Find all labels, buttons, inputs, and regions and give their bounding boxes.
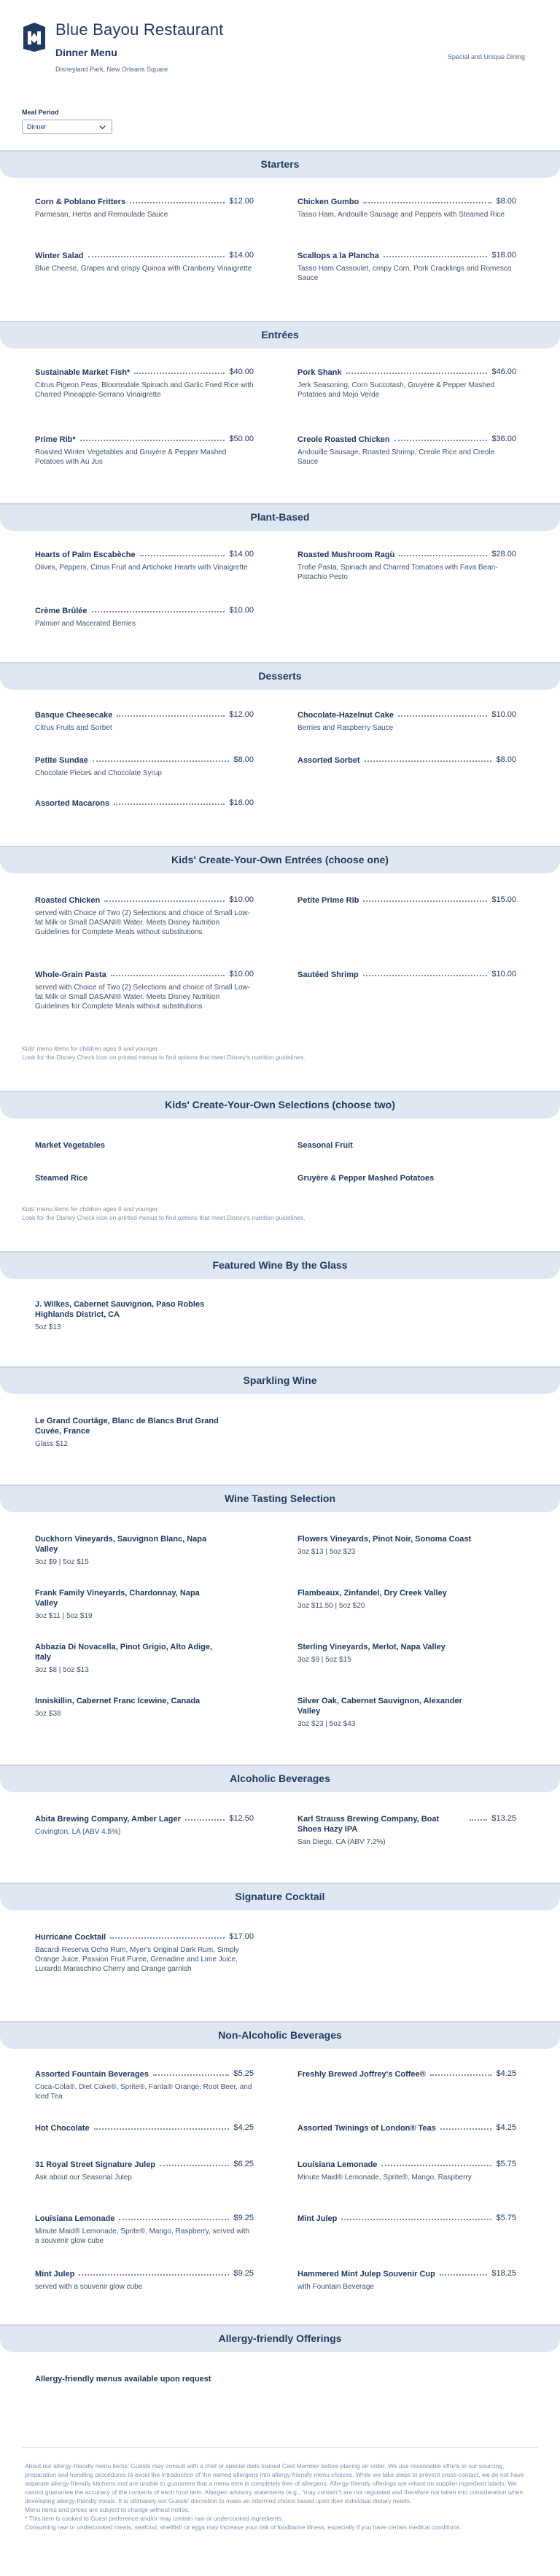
item-description: Tasso Ham, Andouille Sausage and Peppers with Steamed Rice: [298, 211, 505, 219]
item-description: Minute Maid® Lemonade, Sprite®, Mango, Raspberry, served with a souvenir glow cube: [35, 2227, 250, 2245]
item-price: $40.00: [229, 367, 254, 376]
section-title: Allergy-friendly Offerings: [0, 2324, 560, 2352]
menu-item: [35, 710, 254, 733]
dot-leader: [80, 435, 225, 441]
section-signature-cocktail: [0, 1883, 560, 1910]
dot-leader: [394, 435, 488, 441]
item-name: Chicken Gumbo: [298, 198, 359, 206]
menu-item: [298, 1588, 487, 1611]
section-title: Starters: [0, 150, 560, 178]
menu-item: [35, 1534, 225, 1567]
menu-item: [35, 550, 254, 572]
item-name: Crème Brûlée: [35, 607, 88, 615]
item-price: $46.00: [491, 367, 516, 376]
item-name: Chocolate-Hazelnut Cake: [298, 711, 394, 720]
kids-age-note: Kids' menu items for children ages 9 and younger.: [22, 1205, 160, 1213]
item-description: 3oz $11 | 5oz $19: [35, 1612, 93, 1620]
dot-leader: [153, 2069, 230, 2076]
item-name: Petite Prime Rib: [298, 896, 359, 905]
item-name: Whole-Grain Pasta: [35, 970, 106, 979]
kids-note: [22, 1205, 306, 1222]
section-sparkling-wine: [0, 1366, 560, 1394]
dot-leader: [440, 2269, 487, 2276]
restaurant-logo-icon: [22, 23, 47, 52]
kids-note: [22, 1044, 306, 1062]
item-name: Roasted Mushroom Ragù: [298, 550, 395, 559]
item-name: Abita Brewing Company, Amber Lager: [35, 1815, 181, 1824]
item-price: $5.75: [496, 2214, 516, 2222]
item-name: Hurricane Cocktail: [35, 1933, 106, 1942]
price-disclaimer: Menu items and prices are subject to change without notice.: [25, 2506, 190, 2513]
menu-item: [35, 755, 254, 778]
menu-item: [298, 2123, 516, 2133]
section-title: Alcoholic Beverages: [0, 1764, 560, 1792]
dot-leader: [363, 895, 487, 902]
item-price: $14.00: [229, 550, 254, 559]
item-description: 3oz $11.50 | 5oz $20: [298, 1602, 365, 1610]
item-description: with Fountain Beverage: [298, 2283, 375, 2291]
item-name: Mint Julep: [35, 2270, 75, 2279]
dot-leader: [88, 251, 225, 257]
menu-item: [298, 251, 516, 283]
menu-item: [298, 970, 516, 980]
menu-item: [35, 606, 254, 629]
item-name: Petite Sundae: [35, 756, 88, 765]
dot-leader: [365, 755, 492, 762]
menu-item: [298, 710, 516, 733]
item-name: Louisiana Lemonade: [298, 2160, 378, 2169]
item-name: Hot Chocolate: [35, 2124, 90, 2133]
item-price: $15.00: [491, 895, 516, 904]
menu-item: [298, 1814, 516, 1847]
section-title: Wine Tasting Selection: [0, 1484, 560, 1512]
item-name: Assorted Sorbet: [298, 756, 360, 765]
dot-leader: [110, 1932, 225, 1939]
item-name: Hammered Mint Julep Souvenir Cup: [298, 2270, 435, 2279]
dot-leader: [398, 710, 487, 717]
item-name: Mint Julep: [298, 2214, 338, 2223]
dot-leader: [341, 2214, 491, 2220]
item-description: Berries and Raspberry Sauce: [298, 724, 394, 732]
dot-leader: [440, 2123, 492, 2130]
section-kids-selections: [0, 1091, 560, 1118]
item-name: Sterling Vineyards, Merlot, Napa Valley: [298, 1643, 446, 1651]
item-description: Citrus Pigeon Peas, Bloomsdale Spinach and Garlic Fried Rice with Charred Pineapple-Serrano Vinaigrette: [35, 381, 254, 399]
dot-leader: [363, 970, 488, 976]
item-name: Inniskillin, Cabernet Franc Icewine, Canada: [35, 1697, 201, 1705]
dot-leader: [134, 367, 225, 374]
item-price: $10.00: [491, 970, 516, 978]
item-name: Prime Rib*: [35, 435, 76, 444]
menu-item: [35, 1814, 254, 1837]
menu-item: [35, 197, 254, 219]
section-title: Desserts: [0, 662, 560, 690]
item-description: 5oz $13: [35, 1323, 61, 1331]
item-description: Parmesan, Herbs and Remoulade Sauce: [35, 211, 168, 219]
dot-leader: [384, 251, 487, 257]
menu-item: [35, 1173, 254, 1183]
item-price: $28.00: [491, 550, 516, 559]
item-description: Covington, LA (ABV 4.5%): [35, 1828, 121, 1836]
item-description: Trofie Pasta, Spinach and Charred Tomatoes with Fava Bean-Pistachio Pesto: [298, 564, 498, 581]
menu-item: [298, 2160, 516, 2182]
dot-leader: [381, 2160, 491, 2166]
section-wine-tasting: [0, 1484, 560, 1512]
menu-item: [35, 1140, 254, 1151]
menu-item: [298, 367, 516, 400]
meal-period-select[interactable]: [22, 120, 112, 134]
menu-item: [298, 435, 516, 467]
dot-leader: [93, 755, 230, 762]
menu-item: [35, 367, 254, 400]
item-name: Roasted Chicken: [35, 896, 101, 905]
item-price: $50.00: [229, 435, 254, 443]
menu-item: [35, 1932, 254, 1974]
restaurant-name: Blue Bayou Restaurant: [55, 20, 224, 39]
section-non-alcoholic: [0, 2021, 560, 2049]
dot-leader: [185, 1814, 225, 1821]
dot-leader: [114, 798, 225, 805]
item-price: $13.25: [491, 1814, 516, 1823]
item-description: Jerk Seasoning, Corn Succotash, Gruyère & Pepper Mashed Potatoes and Mojo Verde: [298, 381, 495, 399]
menu-item: [298, 1140, 516, 1151]
item-price: $4.25: [233, 2123, 254, 2132]
section-title: Kids' Create-Your-Own Entrées (choose one): [0, 846, 560, 873]
item-name: Le Grand Courtâge, Blanc de Blancs Brut Grand Cuvée, France: [35, 1417, 219, 1436]
section-kids-entrees: [0, 846, 560, 873]
item-price: $10.00: [491, 710, 516, 719]
item-price: $16.00: [229, 798, 254, 807]
dot-leader: [160, 2160, 229, 2166]
menu-item: [298, 2069, 516, 2079]
page-header: [0, 0, 560, 84]
item-name: Gruyère & Pepper Mashed Potatoes: [298, 1174, 435, 1183]
dot-leader: [363, 197, 491, 203]
section-entrees: [0, 321, 560, 349]
item-name: Assorted Twinings of London® Teas: [298, 2124, 436, 2133]
menu-item: [35, 1696, 225, 1719]
item-price: $4.25: [496, 2069, 516, 2078]
meal-period-label: Meal Period: [22, 109, 59, 116]
item-name: Sautéed Shrimp: [298, 970, 359, 979]
menu-item: [35, 2374, 225, 2384]
item-name: Creole Roasted Chicken: [298, 435, 390, 444]
tagline: Special and Unique Dining: [447, 53, 525, 61]
item-name: Abbazia Di Novacella, Pinot Grigio, Alto Adige, Italy: [35, 1643, 213, 1662]
dot-leader: [119, 2214, 229, 2220]
item-description: served with a souvenir glow cube: [35, 2283, 143, 2291]
menu-item: [35, 2160, 254, 2182]
menu-item: [298, 2214, 516, 2224]
section-desserts: [0, 662, 560, 690]
menu-item: [35, 1642, 225, 1675]
disney-check-note: Look for the Disney Check icon on printed menus to find options that meet Disney's nutrition guidelines.: [22, 1054, 306, 1061]
menu-item: [298, 550, 516, 582]
item-name: Assorted Macarons: [35, 799, 110, 808]
menu-item: [35, 2069, 254, 2101]
section-alcoholic-beverages: [0, 1764, 560, 1792]
item-description: 3oz $13 | 5oz $23: [298, 1548, 356, 1556]
item-price: $10.00: [229, 895, 254, 904]
dot-leader: [79, 2269, 229, 2276]
dot-leader: [430, 2069, 492, 2076]
item-description: Citrus Fruits and Sorbet: [35, 724, 112, 732]
item-price: $12.00: [229, 197, 254, 206]
item-price: $5.75: [496, 2160, 516, 2168]
menu-item: [35, 970, 254, 1011]
menu-item: [298, 197, 516, 219]
item-price: $4.25: [496, 2123, 516, 2132]
item-name: Sustainable Market Fish*: [35, 368, 131, 377]
item-price: $36.00: [491, 435, 516, 443]
item-description: 3oz $38: [35, 1710, 61, 1718]
item-name: Basque Cheesecake: [35, 711, 113, 720]
undercooked-note: * This item is cooked to Guest preference and/or may contain raw or undercooked ingredients.: [25, 2515, 284, 2522]
item-name: Frank Family Vineyards, Chardonnay, Napa Valley: [35, 1589, 200, 1608]
item-description: San Diego, CA (ABV 7.2%): [298, 1838, 386, 1846]
menu-item: [298, 755, 516, 766]
dot-leader: [346, 367, 488, 374]
menu-item: [298, 1173, 516, 1183]
section-title: Entrées: [0, 321, 560, 349]
menu-item: [35, 798, 254, 809]
footer-disclaimer: [25, 2462, 535, 2532]
section-title: Sparkling Wine: [0, 1366, 560, 1394]
menu-item: [298, 1642, 487, 1665]
item-description: Tasso Ham Cassoulet, crispy Corn, Pork Cracklings and Romesco Sauce: [298, 265, 512, 282]
item-name: Corn & Poblano Fritters: [35, 198, 126, 206]
item-name: Flowers Vineyards, Pinot Noir, Sonoma Coast: [298, 1535, 472, 1544]
menu-item: [298, 2269, 516, 2292]
section-plant-based: [0, 503, 560, 531]
kids-age-note: Kids' menu items for children ages 9 and younger.: [22, 1045, 160, 1052]
menu-item: [35, 435, 254, 467]
footer-divider: [22, 2447, 538, 2448]
menu-item: [35, 2123, 254, 2133]
dot-leader: [130, 197, 225, 203]
item-description: served with Choice of Two (2) Selections and choice of Small Low-fat Milk or Small DASANI® Water. Meets Disney Nutrition Guidelines for Complete Meals without substitutions: [35, 909, 250, 936]
dot-leader: [104, 895, 225, 902]
section-allergy-friendly: [0, 2324, 560, 2352]
menu-item: [35, 1588, 225, 1621]
item-name: Karl Strauss Brewing Company, Boat Shoes Hazy IPA: [298, 1815, 440, 1834]
item-description: served with Choice of Two (2) Selections and choice of Small Low-fat Milk or Small DASANI® Water. Meets Disney Nutrition Guidelines for Complete Meals without substitutions: [35, 984, 250, 1011]
menu-item: [298, 895, 516, 906]
dot-leader: [399, 550, 487, 556]
foodborne-warning: Consuming raw or undercooked meats, seafood, shellfish or eggs may increase your risk of foodborne illness, especially if you have certain medical conditions.: [25, 2524, 462, 2531]
item-price: $14.00: [229, 251, 254, 260]
disney-check-note: Look for the Disney Check icon on printed menus to find options that meet Disney's nutrition guidelines.: [22, 1214, 306, 1221]
item-description: Olives, Peppers, Citrus Fruit and Artichoke Hearts with Vinaigrette: [35, 564, 248, 572]
item-description: Glass $12: [35, 1440, 69, 1448]
section-title: Plant-Based: [0, 503, 560, 531]
item-name: Winter Salad: [35, 252, 84, 260]
item-description: Roasted Winter Vegetables and Gruyère & Pepper Mashed Potatoes with Au Jus: [35, 448, 227, 466]
item-name: Flambeaux, Zinfandel, Dry Creek Valley: [298, 1589, 447, 1598]
allergy-disclaimer: About our allergy-friendly menu items: Guests may consult with a chef or special diets trained Cast Member before placing an order. We use reasonable efforts in our sourcing, preparation and handling procedures to avoid the introduction of the named allergens into allergy-friendly menu choices. While we take steps to prevent cross-contact, we do not have separate allergy-friendly kitchens and are unable to guarantee that a menu item is completely free of allergens. Allergy-friendly offerings are reliant on supplier ingredient labels. We cannot guarantee the accuracy of the contents of each food item. Allergen advisory statements (e.g., "may contain") are not regulated and therefore not taken into consideration when developing allergy-friendly meals. It is ultimately our Guests' discretion to make an informed choice based upon their individual dietary needs.: [25, 2462, 524, 2505]
menu-item: [35, 1416, 225, 1449]
section-featured-wine: [0, 1251, 560, 1279]
item-description: Chocolate Pieces and Chocolate Syrup: [35, 769, 162, 777]
menu-item: [298, 1534, 487, 1557]
item-name: Duckhorn Vineyards, Sauvignon Blanc, Napa Valley: [35, 1535, 207, 1554]
item-price: $10.00: [229, 606, 254, 615]
item-price: $17.00: [229, 1932, 254, 1941]
dot-leader: [140, 550, 225, 556]
menu-item: [298, 1696, 487, 1729]
item-name: 31 Royal Street Signature Julep: [35, 2160, 156, 2169]
item-name: Freshly Brewed Joffrey's Coffee®: [298, 2070, 426, 2079]
menu-item: [35, 2269, 254, 2292]
location: Disneyland Park, New Orleans Square: [55, 66, 168, 73]
menu-item: [35, 251, 254, 273]
dot-leader: [92, 606, 225, 612]
item-description: Coca-Cola®, Diet Coke®, Sprite®, Fanta® Orange, Root Beer, and Iced Tea: [35, 2083, 252, 2101]
menu-item: [35, 1299, 225, 1332]
item-price: $8.00: [496, 197, 516, 206]
item-price: $18.25: [491, 2269, 516, 2278]
item-name: Hearts of Palm Escabèche: [35, 550, 136, 559]
meal-period-value: Dinner: [27, 123, 47, 131]
item-price: $8.00: [496, 755, 516, 764]
item-name: Scallops a la Plancha: [298, 252, 379, 260]
section-title: Non-Alcoholic Beverages: [0, 2021, 560, 2049]
dot-leader: [117, 710, 225, 717]
dot-leader: [111, 970, 225, 976]
section-title: Kids' Create-Your-Own Selections (choose two): [0, 1091, 560, 1118]
item-name: Steamed Rice: [35, 1174, 88, 1183]
item-name: Assorted Fountain Beverages: [35, 2070, 149, 2079]
item-description: Palmier and Macerated Berries: [35, 620, 136, 628]
menu-title: Dinner Menu: [55, 47, 117, 58]
dot-leader: [94, 2123, 230, 2130]
item-price: $5.25: [233, 2069, 254, 2078]
item-description: Minute Maid® Lemonade, Sprite®, Mango, Raspberry: [298, 2174, 472, 2182]
section-starters: [0, 150, 560, 178]
item-price: $18.00: [491, 251, 516, 260]
item-price: $6.25: [233, 2160, 254, 2168]
item-description: 3oz $9 | 5oz $15: [35, 1558, 89, 1566]
item-price: $10.00: [229, 970, 254, 978]
item-description: Bacardi Reserva Ocho Rum, Myer's Original Dark Rum, Simply Orange Juice, Passion Fruit Puree, Grenadine and Lime Juice, Luxardo Maraschino Cherry and Orange garnish: [35, 1946, 239, 1973]
item-price: $9.25: [233, 2214, 254, 2222]
item-name: Seasonal Fruit: [298, 1141, 353, 1150]
item-price: $12.50: [229, 1814, 254, 1823]
item-description: Blue Cheese, Grapes and crispy Quinoa with Cranberry Vinaigrette: [35, 265, 252, 273]
section-title: Featured Wine By the Glass: [0, 1251, 560, 1279]
chevron-down-icon: [99, 124, 106, 131]
item-description: Ask about our Seasonal Julep: [35, 2174, 132, 2182]
item-description: 3oz $9 | 5oz $15: [298, 1656, 351, 1664]
item-description: 3oz $23 | 5oz $43: [298, 1720, 356, 1728]
item-name: Silver Oak, Cabernet Sauvignon, Alexander Valley: [298, 1697, 462, 1716]
section-title: Signature Cocktail: [0, 1883, 560, 1910]
item-description: Andouille Sausage, Roasted Shrimp, Creole Rice and Creole Sauce: [298, 448, 495, 466]
item-name: Allergy-friendly menus available upon request: [35, 2375, 211, 2384]
item-name: Market Vegetables: [35, 1141, 105, 1150]
menu-item: [35, 2214, 254, 2246]
item-price: $12.00: [229, 710, 254, 719]
menu-item: [35, 895, 254, 937]
dot-leader: [470, 1814, 487, 1821]
item-description: 3oz $8 | 5oz $13: [35, 1666, 89, 1674]
item-price: $8.00: [233, 755, 254, 764]
item-name: J. Wilkes, Cabernet Sauvignon, Paso Robles Highlands District, CA: [35, 1300, 205, 1319]
item-name: Louisiana Lemonade: [35, 2214, 115, 2223]
item-name: Pork Shank: [298, 368, 342, 377]
item-price: $9.25: [233, 2269, 254, 2278]
